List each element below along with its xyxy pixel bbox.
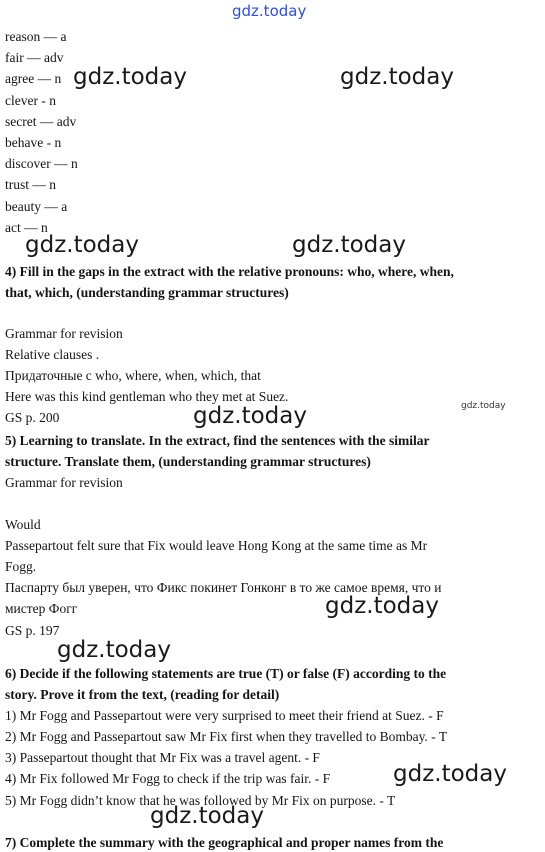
task4-line: Придаточные с who, where, when, which, that [5,368,261,383]
task4-line: Relative clauses . [5,347,100,362]
task4-title: 4) Fill in the gaps in the extract with the relative pronouns: who, where, when, [5,264,454,279]
task6-title: 6) Decide if the following statements are true (T) or false (F) according to the [5,666,447,681]
task6-statement: 3) Passepartout thought that Mr Fix was a travel agent. - F [5,750,320,765]
watermark: gdz.today [73,64,187,90]
task5-title: structure. Translate them, (understanding grammar structures) [5,454,371,469]
watermark: gdz.today [57,637,171,663]
watermark: gdz.today [193,403,307,429]
task5-line: мистер Фогг [5,601,78,616]
watermark: gdz.today [393,761,507,787]
task6-statement: 4) Mr Fix followed Mr Fogg to check if the trip was fair. - F [5,771,331,786]
watermark: gdz.today [461,401,506,411]
task5-line: Grammar for revision [5,475,123,490]
task4-line: Here was this kind gentleman who they met at Suez. [5,389,289,404]
vocab-item: act — n [5,220,48,235]
watermark: gdz.today [150,803,264,829]
task6-statement: 2) Mr Fogg and Passepartout saw Mr Fix first when they travelled to Bombay. - T [5,729,448,744]
vocab-item: behave - n [5,135,62,150]
watermark: gdz.today [292,232,406,258]
watermark: gdz.today [325,593,439,619]
task4-line: Grammar for revision [5,326,123,341]
vocab-item: agree — n [5,71,62,86]
task5-line: Паспарту был уверен, что Фикс покинет Гонконг в то же самое время, что и [5,580,442,595]
task6-statement: 5) Mr Fogg didn’t know that he was followed by Mr Fix on purpose. - T [5,793,396,808]
task5-line: Fogg. [5,559,37,574]
task5-title: 5) Learning to translate. In the extract, find the sentences with the similar [5,433,430,448]
task5-line: Would [5,517,41,532]
watermark: gdz.today [25,232,139,258]
task5-line: Passepartout felt sure that Fix would leave Hong Kong at the same time as Mr [5,538,428,553]
vocab-item: reason — a [5,29,67,44]
task7-title: 7) Complete the summary with the geographical and proper names from the [5,835,444,850]
watermark: gdz.today [340,64,454,90]
vocab-item: fair — adv [5,50,64,65]
task4-line: GS p. 200 [5,410,60,425]
vocab-item: discover — n [5,156,78,171]
task6-title: story. Prove it from the text, (reading for detail) [5,687,280,702]
task5-line: GS p. 197 [5,623,60,638]
vocab-item: beauty — a [5,199,68,214]
vocab-item: clever - n [5,93,56,108]
vocab-item: secret — adv [5,114,77,129]
task6-statement: 1) Mr Fogg and Passepartout were very surprised to meet their friend at Suez. - F [5,708,444,723]
header-watermark: gdz.today [232,2,307,20]
vocab-item: trust — n [5,177,57,192]
task4-title: that, which, (understanding grammar structures) [5,285,289,300]
